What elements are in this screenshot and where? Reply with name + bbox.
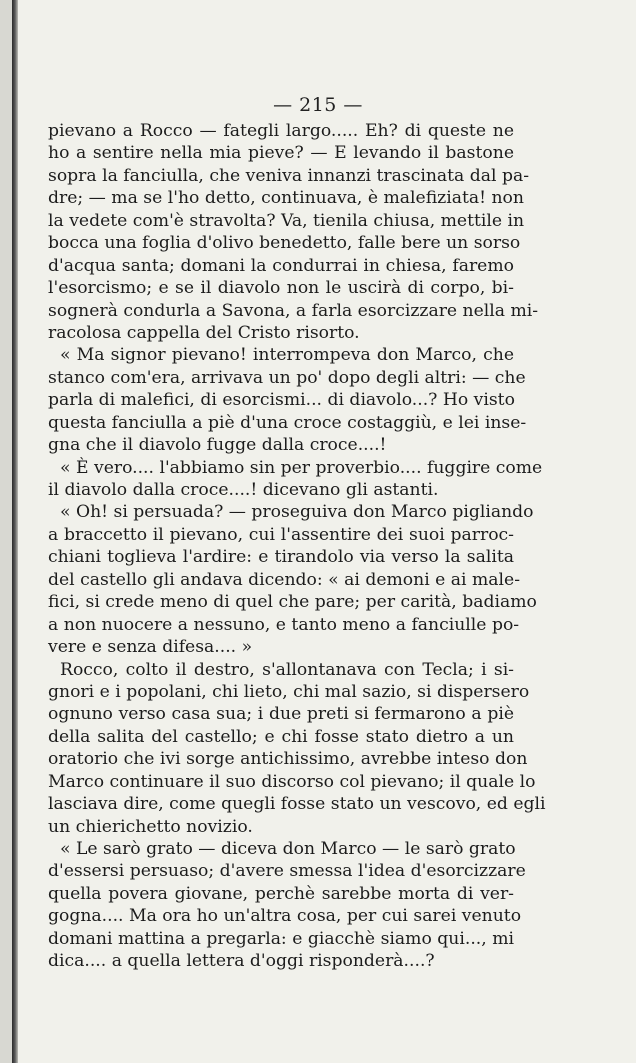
page-gutter-shadow: [0, 0, 12, 1063]
text-line: l'esorcismo; e se il diavolo non le uscirà di corpo, bi-: [48, 278, 514, 299]
text-line: il diavolo dalla croce....! dicevano gli astanti.: [48, 480, 439, 500]
text-line: « È vero.... l'abbiamo sin per proverbio.... fuggire come: [60, 457, 543, 478]
text-line: stanco com'era, arrivava un po' dopo degli altri: — che: [48, 367, 526, 388]
text-line: chiani toglieva l'ardire: e tirandolo via verso la salita: [48, 547, 514, 568]
text-line: racolosa cappella del Cristo risorto.: [48, 322, 360, 343]
text-line: fici, si crede meno di quel che pare; per carità, badiamo: [48, 592, 537, 613]
text-line: dica.... a quella lettera d'oggi risponderà....?: [48, 951, 435, 972]
text-line: ho a sentire nella mia pieve? — E levando il bastone: [48, 143, 514, 164]
text-line: « Oh! si persuada? — proseguiva don Marco pigliando: [60, 502, 534, 523]
text-line: d'acqua santa; domani la condurrai in chiesa, faremo: [48, 255, 514, 276]
page-number: — 215 —: [273, 94, 363, 116]
text-line: pievano a Rocco — fategli largo..... Eh? di queste ne: [48, 121, 514, 141]
text-line: « Le sarò grato — diceva don Marco — le sarò grato: [60, 839, 516, 859]
text-line: oratorio che ivi sorge antichissimo, avrebbe inteso don: [48, 749, 528, 770]
text-line: Rocco, colto il destro, s'allontanava con Tecla; i si-: [60, 659, 514, 680]
text-line: domani mattina a pregarla: e giacchè siamo qui..., mi: [48, 928, 514, 949]
body-text: [48, 120, 546, 973]
text-line: « Ma signor pievano! interrompeva don Marco, che: [60, 345, 514, 366]
text-line: dre; — ma se l'ho detto, continuava, è malefiziata! non: [48, 188, 524, 209]
text-line: un chierichetto novizio.: [48, 816, 253, 837]
text-line: gnori e i popolani, chi lieto, chi mal sazio, si dispersero: [48, 681, 530, 702]
text-line: d'essersi persuaso; d'avere smessa l'idea d'esorcizzare: [48, 861, 526, 882]
text-line: sopra la fanciulla, che veniva innanzi trascinata dal pa-: [48, 165, 530, 186]
text-line: parla di malefici, di esorcismi... di diavolo...? Ho visto: [48, 390, 515, 411]
text-line: sognerà condurla a Savona, a farla esorcizzare nella mi-: [48, 300, 539, 321]
text-line: questa fanciulla a piè d'una croce costaggiù, e lei inse-: [48, 412, 527, 433]
text-line: vere e senza difesa.... »: [48, 637, 253, 658]
text-line: della salita del castello; e chi fosse stato dietro a un: [48, 726, 514, 747]
text-line: bocca una foglia d'olivo benedetto, falle bere un sorso: [48, 233, 521, 254]
text-line: a braccetto il pievano, cui l'assentire dei suoi parroc-: [48, 524, 514, 545]
text-line: del castello gli andava dicendo: « ai demoni e ai male-: [48, 569, 521, 590]
text-line: la vedete com'è stravolta? Va, tienila chiusa, mettile in: [48, 210, 525, 231]
text-line: ognuno verso casa sua; i due preti si fermarono a piè: [48, 704, 514, 725]
text-line: gna che il diavolo fugge dalla croce....!: [48, 435, 387, 456]
text-line: lasciava dire, come quegli fosse stato un vescovo, ed egli: [48, 794, 546, 815]
text-line: quella povera giovane, perchè sarebbe morta di ver-: [48, 883, 514, 904]
page-binding-edge: [12, 0, 18, 1063]
text-line: Marco continuare il suo discorso col pievano; il quale lo: [48, 771, 536, 792]
text-line: gogna.... Ma ora ho un'altra cosa, per cui sarei venuto: [48, 906, 522, 927]
text-line: a non nuocere a nessuno, e tanto meno a fanciulle po-: [48, 614, 520, 635]
